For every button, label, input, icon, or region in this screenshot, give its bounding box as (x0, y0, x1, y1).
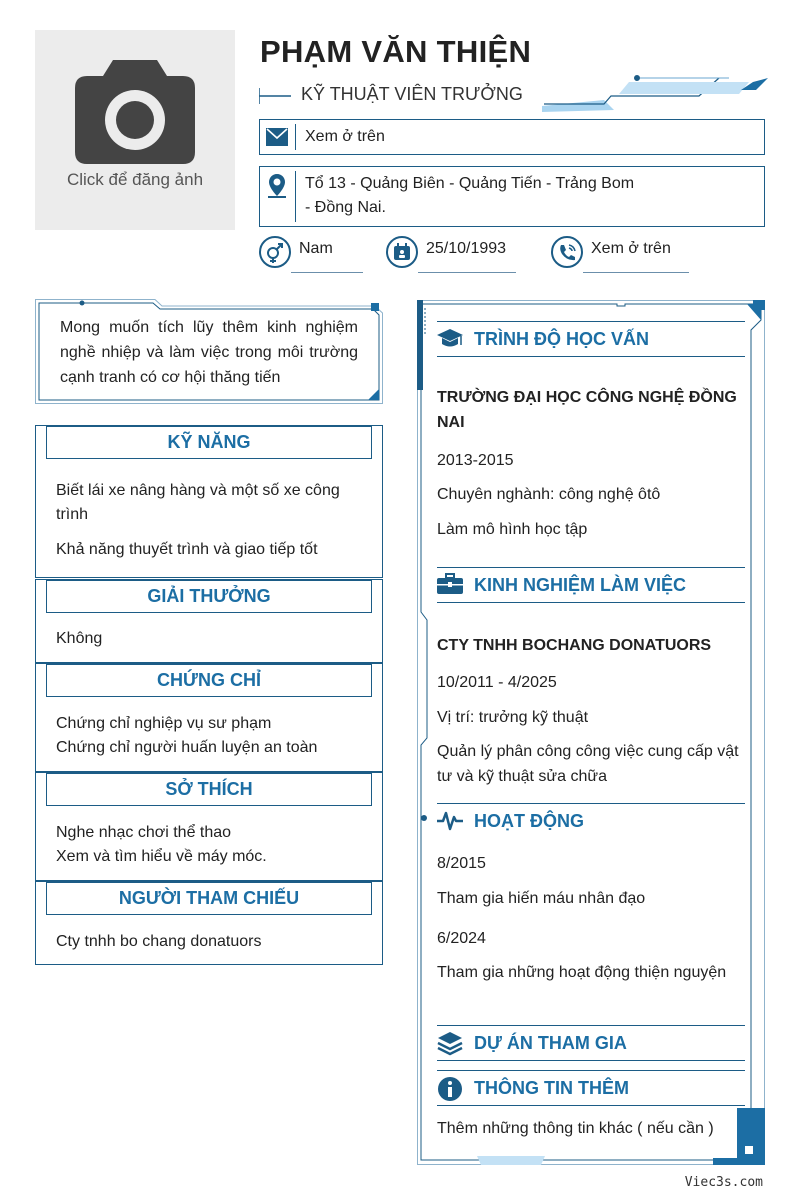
references-title: NGƯỜI THAM CHIẾU (46, 882, 372, 915)
skills-title: KỸ NĂNG (46, 426, 372, 459)
education-period: 2013-2015 (437, 452, 514, 469)
email-value: Xem ở trên (305, 128, 385, 145)
activity-date: 8/2015 (437, 855, 486, 872)
experience-description: Quản lý phân công công việc cung cấp vật tư và kỹ thuật sửa chữa (437, 743, 739, 785)
education-school: TRƯỜNG ĐẠI HỌC CÔNG NGHỆ ĐỒNG NAI (437, 389, 737, 431)
hobbies-title: SỞ THÍCH (46, 773, 372, 806)
phone-icon (553, 238, 581, 266)
photo-upload[interactable] (35, 30, 235, 230)
experience-header (437, 567, 745, 603)
hobby-item: Nghe nhạc chơi thể thao (56, 824, 232, 841)
projects-header (437, 1025, 745, 1061)
birthday-value: 25/10/1993 (426, 240, 507, 257)
activity-date: 6/2024 (437, 930, 486, 947)
experience-position: Vị trí: trưởng kỹ thuật (437, 709, 589, 726)
hobby-item: Xem và tìm hiểu về máy móc. (56, 848, 267, 865)
gender-value: Nam (299, 240, 333, 257)
email-field[interactable] (259, 119, 765, 155)
skills-section (35, 425, 383, 578)
gender-item (259, 236, 363, 276)
birthday-item (386, 236, 516, 276)
envelope-icon (266, 128, 288, 146)
projects-title: DỰ ÁN THAM GIA (474, 1033, 627, 1053)
experience-title: KINH NGHIỆM LÀM VIỆC (474, 575, 687, 595)
awards-title: GIẢI THƯỞNG (46, 580, 372, 613)
phone-item (551, 236, 691, 276)
skill-item: Khả năng thuyết trình và giao tiếp tốt (56, 541, 318, 558)
hobbies-section (35, 772, 383, 881)
certificates-title: CHỨNG CHỈ (46, 664, 372, 697)
reference-item: Cty tnhh bo chang donatuors (56, 933, 262, 950)
calendar-icon (388, 238, 416, 266)
extra-text: Thêm những thông tin khác ( nếu cần ) (437, 1120, 714, 1137)
certificate-item: Chứng chỉ nghiệp vụ sư phạm (56, 715, 272, 732)
map-pin-icon (268, 174, 286, 198)
phone-value: Xem ở trên (591, 240, 671, 257)
full-name: PHẠM VĂN THIỆN (260, 34, 532, 69)
info-icon (437, 1076, 463, 1102)
photo-caption: Click để đăng ảnh (66, 170, 204, 189)
award-item: Không (56, 630, 103, 647)
watermark: Viec3s.com (684, 1175, 763, 1190)
activity-text: Tham gia những hoạt động thiện nguyện (437, 964, 727, 981)
career-objective: Mong muốn tích lũy thêm kinh nghiệm nghề nhiệp và làm việc trong môi trường cạnh tranh có cơ hội thăng tiến (60, 319, 358, 386)
education-detail: Làm mô hình học tập (437, 521, 588, 538)
certificates-section (35, 663, 383, 772)
address-value: Tổ 13 - Quảng Biên - Quảng Tiến - Trảng Bom - Đồng Nai. (305, 175, 635, 216)
activity-text: Tham gia hiến máu nhân đạo (437, 890, 646, 907)
experience-period: 10/2011 - 4/2025 (437, 674, 557, 691)
job-title: KỸ THUẬT VIÊN TRƯỞNG (301, 84, 523, 104)
education-major: Chuyên nghành: công nghệ ôtô (437, 486, 661, 503)
camera-icon (75, 60, 195, 164)
experience-company: CTY TNHH BOCHANG DONATUORS (437, 637, 712, 654)
layers-icon (437, 1031, 463, 1057)
activities-title: HOẠT ĐỘNG (474, 811, 584, 831)
references-section (35, 881, 383, 965)
education-header (437, 321, 745, 357)
skill-item: Biết lái xe nâng hàng và một số xe công trình (56, 482, 340, 523)
extra-title: THÔNG TIN THÊM (474, 1078, 629, 1098)
activities-header (437, 803, 745, 839)
gender-icon (261, 238, 289, 266)
briefcase-icon (437, 573, 463, 595)
graduation-cap-icon (437, 327, 463, 351)
extra-header (437, 1070, 745, 1106)
certificate-item: Chứng chỉ người huấn luyện an toàn (56, 739, 318, 756)
awards-section (35, 579, 383, 663)
address-field[interactable] (259, 166, 765, 227)
heartbeat-icon (437, 809, 463, 833)
education-title: TRÌNH ĐỘ HỌC VẤN (474, 329, 649, 349)
